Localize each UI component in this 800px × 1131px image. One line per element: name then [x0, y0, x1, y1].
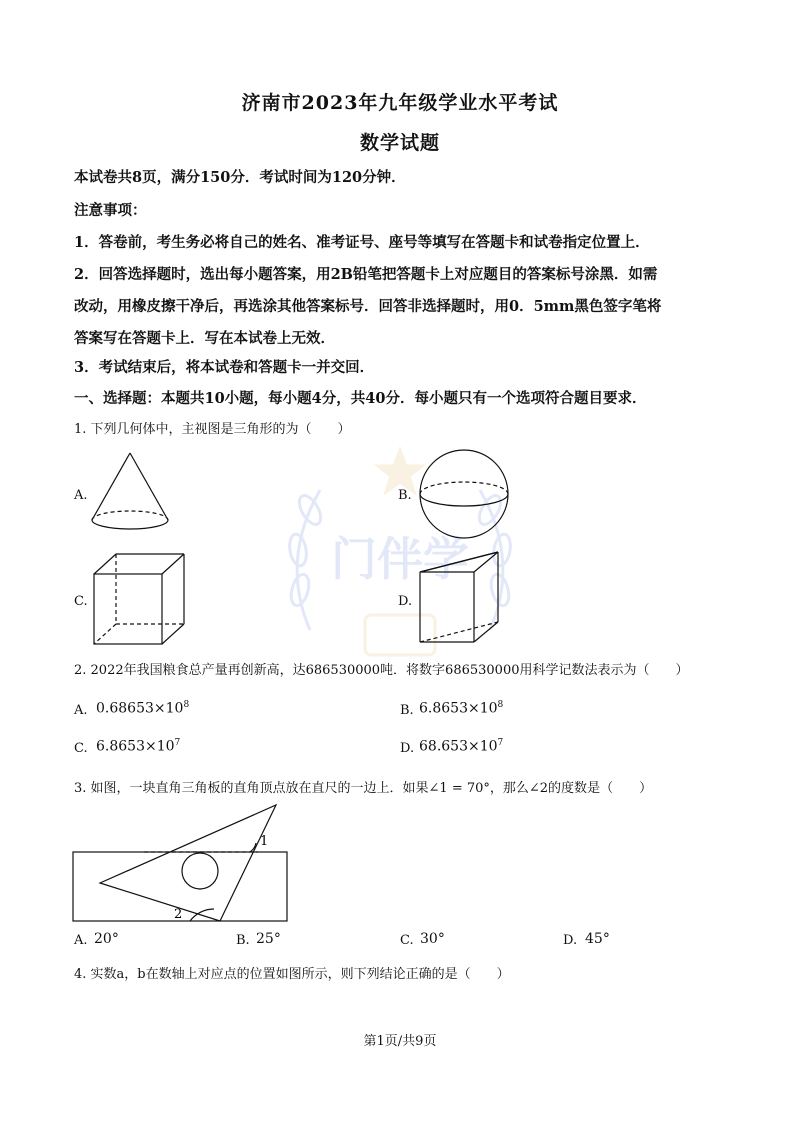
angle-2-label: 2: [174, 907, 183, 922]
section-heading: 一、选择题：本题共10小题，每小题4分，共40分．每小题只有一个选项符合题目要求．: [74, 390, 647, 407]
q3-option-a-value: 20°: [94, 931, 119, 947]
prism-figure: [418, 548, 518, 648]
page-title: 济南市2023年九年级学业水平考试: [241, 92, 559, 114]
page-subtitle: 数学试题: [359, 132, 440, 154]
intro-line: 本试卷共8页，满分150分．考试时间为120分钟．: [74, 169, 406, 186]
page-number: 第1页/共9页: [363, 1034, 437, 1049]
q2-option-b-label: B.: [400, 703, 414, 718]
q3-option-d-label: D.: [563, 933, 578, 948]
question-3-stem: 3. 如图，一块直角三角板的直角顶点放在直尺的一边上．如果∠1 = 70°，那么∠2的度数是（ ）: [74, 781, 653, 796]
q3-option-b-value: 25°: [256, 931, 281, 947]
q2-option-c-label: C.: [74, 741, 88, 756]
question-4-stem: 4. 实数a，b在数轴上对应点的位置如图所示，则下列结论正确的是（ ）: [74, 967, 510, 982]
q2-option-a-value: $0.68653\times 10^8$: [96, 700, 190, 717]
q1-option-c-label: C.: [74, 594, 88, 609]
note-1: 1．答卷前，考生务必将自己的姓名、准考证号、座号等填写在答题卡和试卷指定位置上．: [74, 234, 650, 251]
notice-label: 注意事项：: [74, 202, 147, 219]
q3-option-b-label: B.: [236, 933, 250, 948]
q1-option-b-label: B.: [398, 488, 412, 503]
cone-figure: [88, 450, 173, 535]
q2-option-d-value: $68.653\times 10^7$: [419, 738, 504, 755]
q3-option-d-value: 45°: [585, 931, 610, 947]
note-2c: 答案写在答题卡上．写在本试卷上无效．: [74, 330, 335, 347]
q2-option-b-value: $6.8653\times 10^8$: [419, 700, 504, 717]
question-1-stem: 1. 下列几何体中，主视图是三角形的为（ ）: [74, 422, 351, 437]
q3-option-a-label: A.: [74, 933, 88, 948]
watermark-text: 门伴学: [331, 532, 469, 586]
note-2b: 改动，用橡皮擦干净后，再选涂其他答案标号．回答非选择题时，用0．5mm黑色签字笔将: [74, 298, 662, 315]
note-3: 3．考试结束后，将本试卷和答题卡一并交回．: [74, 359, 375, 376]
angle-1-label: 1: [260, 834, 269, 849]
q1-option-a-label: A.: [74, 488, 88, 503]
sphere-figure: [416, 448, 516, 540]
q1-option-d-label: D.: [398, 594, 413, 609]
q3-option-c-value: 30°: [420, 931, 445, 947]
note-2a: 2．回答选择题时，选出每小题答案，用2B铅笔把答题卡上对应题目的答案标号涂黑．如需: [74, 266, 658, 283]
q3-option-c-label: C.: [400, 933, 414, 948]
question-2-stem: 2. 2022年我国粮食总产量再创新高，达686530000吨．将数字686530000用科学记数法表示为（ ）: [74, 663, 689, 678]
q2-option-c-value: $6.8653\times 10^7$: [96, 738, 181, 755]
q2-option-a-label: A.: [74, 703, 88, 718]
ruler-triangle-figure: [72, 805, 292, 925]
cube-figure: [92, 552, 188, 647]
q2-option-d-label: D.: [400, 741, 415, 756]
